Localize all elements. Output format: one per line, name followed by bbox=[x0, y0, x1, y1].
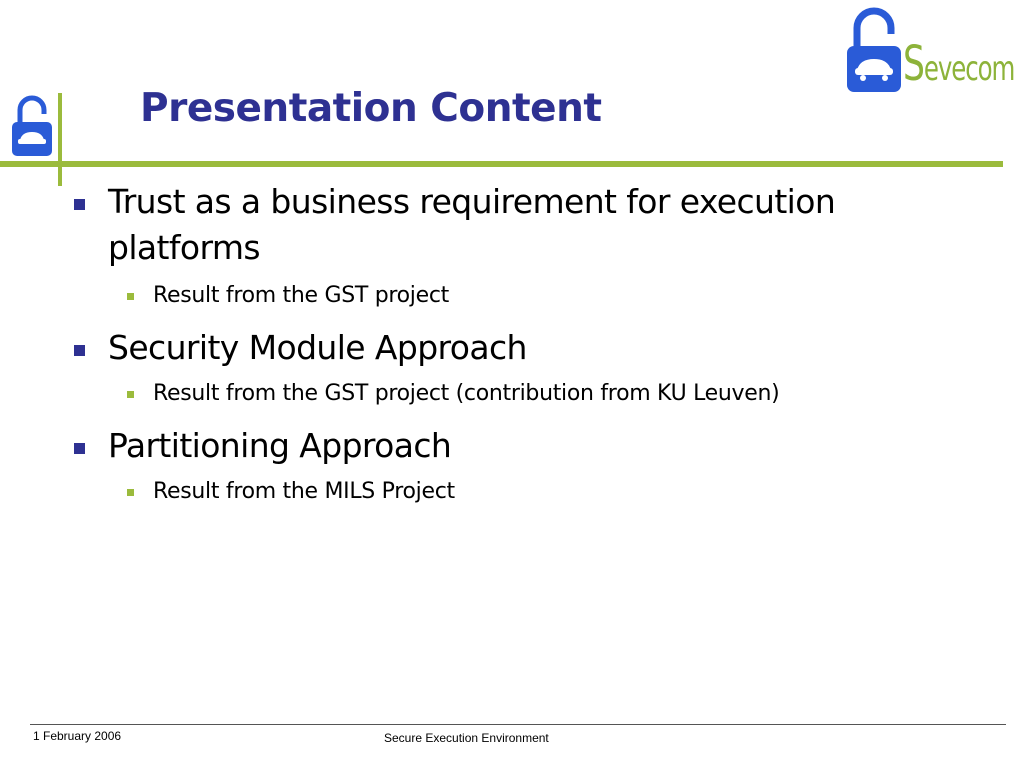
footer-divider bbox=[30, 724, 1006, 725]
sub-bullet-marker bbox=[127, 391, 134, 398]
footer-date: 1 February 2006 bbox=[33, 729, 122, 743]
bullet-marker bbox=[74, 443, 85, 454]
bullet-marker bbox=[74, 199, 85, 210]
bullet-item: Trust as a business requirement for execution platforms bbox=[108, 182, 836, 267]
sub-bullet-item: Result from the GST project (contribution from KU Leuven) bbox=[153, 381, 780, 406]
horizontal-accent-line bbox=[0, 161, 1003, 167]
slide-title: Presentation Content bbox=[140, 86, 602, 131]
logo-padlock-icon bbox=[843, 4, 905, 96]
bullet-item: Partitioning Approach bbox=[108, 426, 452, 465]
footer-title: Secure Execution Environment bbox=[384, 731, 549, 745]
logo-wordmark: Sevecom bbox=[903, 36, 1015, 92]
sub-bullet-item: Result from the MILS Project bbox=[153, 479, 455, 504]
bullet-item: Security Module Approach bbox=[108, 328, 527, 367]
vertical-accent-line bbox=[58, 93, 62, 186]
sub-bullet-item: Result from the GST project bbox=[153, 283, 449, 308]
sevecom-logo bbox=[843, 4, 1013, 98]
sub-bullet-marker bbox=[127, 489, 134, 496]
sub-bullet-marker bbox=[127, 293, 134, 300]
padlock-icon bbox=[8, 92, 56, 162]
bullet-marker bbox=[74, 345, 85, 356]
